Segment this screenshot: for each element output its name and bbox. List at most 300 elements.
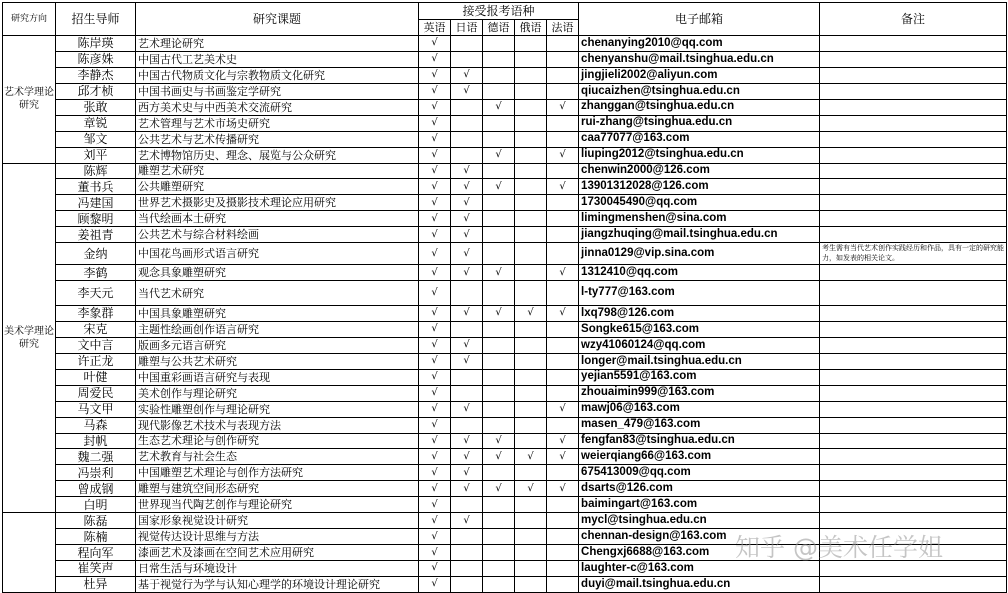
supervisor-name: 陈辉	[56, 163, 136, 179]
supervisor-name: 文中言	[56, 337, 136, 353]
table-row	[3, 353, 1007, 369]
language-check-cell	[451, 417, 483, 433]
email-cell: yejian5591@163.com	[579, 369, 820, 385]
language-check-cell	[547, 281, 579, 306]
language-check-cell	[483, 211, 515, 227]
language-check-cell: √	[451, 481, 483, 497]
language-check-cell: √	[419, 243, 451, 265]
language-check-cell	[515, 265, 547, 281]
language-check-cell	[547, 67, 579, 83]
supervisor-name: 杜异	[56, 576, 136, 592]
language-check-cell	[451, 147, 483, 163]
language-check-cell	[515, 36, 547, 52]
research-topic: 公共艺术与艺术传播研究	[136, 131, 419, 147]
language-check-cell	[547, 337, 579, 353]
language-check-cell: √	[419, 417, 451, 433]
language-check-cell	[483, 513, 515, 529]
email-cell: limingmenshen@sina.com	[579, 211, 820, 227]
language-check-cell	[451, 51, 483, 67]
note-cell	[820, 67, 1007, 83]
supervisor-name: 曾成钢	[56, 481, 136, 497]
language-check-cell: √	[451, 353, 483, 369]
watermark: 知乎 @美术任学姐	[735, 533, 943, 562]
email-cell: longer@mail.tsinghua.edu.cn	[579, 353, 820, 369]
supervisor-name: 封帆	[56, 433, 136, 449]
research-topic: 公共雕塑研究	[136, 179, 419, 195]
language-check-cell	[515, 465, 547, 481]
language-check-cell	[515, 67, 547, 83]
table-row	[3, 561, 1007, 577]
language-check-cell: √	[451, 465, 483, 481]
research-topic: 中国重彩画语言研究与表现	[136, 369, 419, 385]
note-cell	[820, 163, 1007, 179]
email-cell: chennan-design@163.com	[579, 529, 820, 545]
language-check-cell: √	[451, 265, 483, 281]
language-check-cell	[515, 433, 547, 449]
note-cell	[820, 131, 1007, 147]
email-cell: weierqiang66@163.com	[579, 449, 820, 465]
email-cell: chenyanshu@mail.tsinghua.edu.cn	[579, 51, 820, 67]
table-row	[3, 51, 1007, 67]
language-check-cell: √	[419, 211, 451, 227]
header-lang-german: 德语	[483, 20, 515, 36]
research-topic: 观念具象雕塑研究	[136, 265, 419, 281]
language-check-cell: √	[419, 353, 451, 369]
email-cell: fengfan83@tsinghua.edu.cn	[579, 433, 820, 449]
research-topic: 世界艺术摄影史及摄影技术理论应用研究	[136, 195, 419, 211]
supervisor-name: 金纳	[56, 243, 136, 265]
supervisor-name: 陈岸瑛	[56, 36, 136, 52]
supervisor-name: 邹文	[56, 131, 136, 147]
language-check-cell: √	[483, 179, 515, 195]
language-check-cell	[515, 576, 547, 592]
research-topic: 雕塑艺术研究	[136, 163, 419, 179]
language-check-cell: √	[547, 449, 579, 465]
table-row	[3, 321, 1007, 337]
email-cell: 13901312028@126.com	[579, 179, 820, 195]
note-cell	[820, 385, 1007, 401]
note-cell	[820, 337, 1007, 353]
language-check-cell: √	[483, 481, 515, 497]
table-row	[3, 243, 1007, 265]
language-check-cell: √	[419, 465, 451, 481]
email-cell: dsarts@126.com	[579, 481, 820, 497]
note-cell	[820, 115, 1007, 131]
note-cell	[820, 99, 1007, 115]
language-check-cell	[547, 195, 579, 211]
language-check-cell: √	[419, 99, 451, 115]
language-check-cell: √	[451, 179, 483, 195]
language-check-cell: √	[451, 401, 483, 417]
language-check-cell	[515, 337, 547, 353]
language-check-cell: √	[451, 67, 483, 83]
language-check-cell	[483, 163, 515, 179]
language-check-cell: √	[483, 147, 515, 163]
email-cell: jingjieli2002@aliyun.com	[579, 67, 820, 83]
research-topic: 主题性绘画创作语言研究	[136, 321, 419, 337]
language-check-cell: √	[419, 529, 451, 545]
note-cell	[820, 481, 1007, 497]
language-check-cell	[483, 497, 515, 513]
table-row	[3, 281, 1007, 306]
table-body	[3, 36, 1007, 593]
language-check-cell	[547, 529, 579, 545]
language-check-cell: √	[483, 306, 515, 322]
language-check-cell	[451, 99, 483, 115]
table-row	[3, 433, 1007, 449]
language-check-cell	[483, 369, 515, 385]
supervisor-name: 董书兵	[56, 179, 136, 195]
language-check-cell: √	[483, 433, 515, 449]
language-check-cell	[515, 529, 547, 545]
language-check-cell	[547, 131, 579, 147]
table-row	[3, 227, 1007, 243]
language-check-cell: √	[451, 306, 483, 322]
language-check-cell	[515, 147, 547, 163]
header-supervisor: 招生导师	[56, 3, 136, 36]
research-topic: 中国古代工艺美术史	[136, 51, 419, 67]
table-row	[3, 179, 1007, 195]
language-check-cell	[547, 497, 579, 513]
table-row	[3, 147, 1007, 163]
language-check-cell: √	[419, 131, 451, 147]
email-cell: zhanggan@tsinghua.edu.cn	[579, 99, 820, 115]
language-check-cell: √	[419, 513, 451, 529]
language-check-cell	[515, 131, 547, 147]
language-check-cell	[547, 576, 579, 592]
language-check-cell	[547, 115, 579, 131]
email-cell: rui-zhang@tsinghua.edu.cn	[579, 115, 820, 131]
header-languages-group: 接受报考语种	[419, 3, 579, 20]
note-cell	[820, 281, 1007, 306]
research-topic: 现代影像艺术技术与表现方法	[136, 417, 419, 433]
language-check-cell: √	[547, 401, 579, 417]
language-check-cell: √	[483, 449, 515, 465]
research-topic: 实验性雕塑创作与理论研究	[136, 401, 419, 417]
direction-cell: 美术学理论研究	[3, 163, 56, 513]
table-row	[3, 417, 1007, 433]
language-check-cell	[547, 51, 579, 67]
language-check-cell	[483, 51, 515, 67]
research-topic: 日常生活与环境设计	[136, 561, 419, 577]
note-cell	[820, 321, 1007, 337]
language-check-cell	[515, 401, 547, 417]
language-check-cell	[515, 99, 547, 115]
language-check-cell	[451, 561, 483, 577]
language-check-cell: √	[547, 306, 579, 322]
header-direction: 研究方向	[3, 3, 56, 36]
direction-cell	[3, 513, 56, 593]
language-check-cell: √	[451, 195, 483, 211]
language-check-cell	[515, 369, 547, 385]
language-check-cell	[515, 281, 547, 306]
research-topic: 当代绘画本土研究	[136, 211, 419, 227]
language-check-cell: √	[547, 481, 579, 497]
supervisor-name: 姜祖青	[56, 227, 136, 243]
language-check-cell: √	[451, 227, 483, 243]
email-cell: zhouaimin999@163.com	[579, 385, 820, 401]
supervisor-name: 李象群	[56, 306, 136, 322]
language-check-cell: √	[419, 449, 451, 465]
note-cell	[820, 417, 1007, 433]
note-cell	[820, 51, 1007, 67]
language-check-cell: √	[419, 147, 451, 163]
table-row	[3, 497, 1007, 513]
language-check-cell	[515, 321, 547, 337]
language-check-cell: √	[419, 306, 451, 322]
language-check-cell	[451, 497, 483, 513]
header-note: 备注	[820, 3, 1007, 36]
table-row	[3, 99, 1007, 115]
research-topic: 中国书画史与书画鉴定学研究	[136, 83, 419, 99]
language-check-cell	[515, 497, 547, 513]
note-cell	[820, 353, 1007, 369]
table-row	[3, 131, 1007, 147]
language-check-cell	[483, 281, 515, 306]
supervisor-name: 马文甲	[56, 401, 136, 417]
email-cell: chenanying2010@qq.com	[579, 36, 820, 52]
language-check-cell: √	[451, 449, 483, 465]
table-row	[3, 83, 1007, 99]
header-topic: 研究课题	[136, 3, 419, 36]
language-check-cell	[547, 227, 579, 243]
language-check-cell	[547, 243, 579, 265]
language-check-cell	[451, 36, 483, 52]
language-check-cell: √	[547, 265, 579, 281]
table-row	[3, 195, 1007, 211]
research-topic: 西方美术史与中西美术交流研究	[136, 99, 419, 115]
table-row	[3, 401, 1007, 417]
supervisor-name: 李静杰	[56, 67, 136, 83]
email-cell: duyi@mail.tsinghua.edu.cn	[579, 576, 820, 592]
language-check-cell: √	[419, 51, 451, 67]
language-check-cell	[483, 67, 515, 83]
language-check-cell	[515, 211, 547, 227]
research-topic: 雕塑与建筑空间形态研究	[136, 481, 419, 497]
language-check-cell	[483, 353, 515, 369]
email-cell: laughter-c@163.com	[579, 561, 820, 577]
research-topic: 国家形象视觉设计研究	[136, 513, 419, 529]
language-check-cell	[483, 195, 515, 211]
table-row	[3, 163, 1007, 179]
language-check-cell	[515, 51, 547, 67]
language-check-cell	[483, 337, 515, 353]
supervisor-name: 李天元	[56, 281, 136, 306]
language-check-cell	[515, 353, 547, 369]
note-cell	[820, 449, 1007, 465]
supervisor-name: 张敢	[56, 99, 136, 115]
language-check-cell	[547, 369, 579, 385]
language-check-cell: √	[419, 163, 451, 179]
email-cell: jinna0129@vip.sina.com	[579, 243, 820, 265]
note-cell	[820, 369, 1007, 385]
language-check-cell	[451, 529, 483, 545]
language-check-cell	[451, 369, 483, 385]
note-cell	[820, 561, 1007, 577]
language-check-cell: √	[419, 83, 451, 99]
supervisor-name: 章锐	[56, 115, 136, 131]
note-cell	[820, 83, 1007, 99]
language-check-cell	[483, 465, 515, 481]
research-topic: 中国雕塑艺术理论与创作方法研究	[136, 465, 419, 481]
email-cell: caa77077@163.com	[579, 131, 820, 147]
note-cell	[820, 306, 1007, 322]
email-cell: chenwin2000@126.com	[579, 163, 820, 179]
language-check-cell	[547, 353, 579, 369]
language-check-cell	[483, 385, 515, 401]
language-check-cell	[483, 321, 515, 337]
language-check-cell	[483, 83, 515, 99]
language-check-cell	[483, 131, 515, 147]
supervisor-name: 陈磊	[56, 513, 136, 529]
email-cell: jiangzhuqing@mail.tsinghua.edu.cn	[579, 227, 820, 243]
research-topic: 中国古代物质文化与宗教物质文化研究	[136, 67, 419, 83]
language-check-cell: √	[419, 561, 451, 577]
language-check-cell	[515, 513, 547, 529]
email-cell: mycl@tsinghua.edu.cn	[579, 513, 820, 529]
email-cell: lxq798@126.com	[579, 306, 820, 322]
table-row	[3, 115, 1007, 131]
language-check-cell: √	[419, 497, 451, 513]
research-topic: 世界现当代陶艺创作与理论研究	[136, 497, 419, 513]
table-row	[3, 465, 1007, 481]
research-topic: 艺术博物馆历史、理念、展览与公众研究	[136, 147, 419, 163]
language-check-cell: √	[419, 401, 451, 417]
research-topic: 生态艺术理论与创作研究	[136, 433, 419, 449]
language-check-cell	[547, 211, 579, 227]
language-check-cell	[515, 385, 547, 401]
supervisor-table	[2, 2, 1007, 593]
note-cell	[820, 513, 1007, 529]
note-cell	[820, 401, 1007, 417]
language-check-cell	[515, 227, 547, 243]
email-cell: baimingart@163.com	[579, 497, 820, 513]
language-check-cell	[515, 243, 547, 265]
language-check-cell: √	[419, 67, 451, 83]
research-topic: 中国具象雕塑研究	[136, 306, 419, 322]
language-check-cell	[547, 417, 579, 433]
supervisor-name: 李鹤	[56, 265, 136, 281]
language-check-cell: √	[419, 385, 451, 401]
note-cell	[820, 211, 1007, 227]
language-check-cell	[515, 83, 547, 99]
supervisor-name: 马森	[56, 417, 136, 433]
note-cell	[820, 147, 1007, 163]
research-topic: 当代艺术研究	[136, 281, 419, 306]
language-check-cell	[547, 513, 579, 529]
supervisor-name: 陈彦姝	[56, 51, 136, 67]
table-row	[3, 369, 1007, 385]
table-row	[3, 265, 1007, 281]
language-check-cell	[515, 163, 547, 179]
language-check-cell	[483, 576, 515, 592]
note-cell	[820, 576, 1007, 592]
supervisor-name: 顾黎明	[56, 211, 136, 227]
note-cell	[820, 465, 1007, 481]
language-check-cell: √	[451, 433, 483, 449]
table-row	[3, 337, 1007, 353]
language-check-cell: √	[419, 481, 451, 497]
note-cell	[820, 195, 1007, 211]
language-check-cell	[547, 83, 579, 99]
language-check-cell	[451, 321, 483, 337]
supervisor-name: 崔笑声	[56, 561, 136, 577]
language-check-cell	[451, 115, 483, 131]
language-check-cell: √	[419, 179, 451, 195]
table-row	[3, 67, 1007, 83]
language-check-cell: √	[419, 337, 451, 353]
supervisor-name: 冯崇利	[56, 465, 136, 481]
table-row	[3, 211, 1007, 227]
supervisor-name: 白明	[56, 497, 136, 513]
language-check-cell: √	[419, 321, 451, 337]
research-topic: 艺术理论研究	[136, 36, 419, 52]
header-lang-japanese: 日语	[451, 20, 483, 36]
language-check-cell: √	[547, 433, 579, 449]
supervisor-name: 程向军	[56, 545, 136, 561]
language-check-cell: √	[451, 513, 483, 529]
language-check-cell: √	[419, 545, 451, 561]
table-row	[3, 306, 1007, 322]
language-check-cell: √	[515, 481, 547, 497]
language-check-cell: √	[451, 211, 483, 227]
language-check-cell	[483, 529, 515, 545]
email-cell: masen_479@163.com	[579, 417, 820, 433]
table-row	[3, 385, 1007, 401]
note-cell	[820, 529, 1007, 545]
email-cell: mawj06@163.com	[579, 401, 820, 417]
research-topic: 艺术管理与艺术市场史研究	[136, 115, 419, 131]
note-cell	[820, 497, 1007, 513]
language-check-cell	[451, 281, 483, 306]
research-topic: 版画多元语言研究	[136, 337, 419, 353]
note-cell	[820, 545, 1007, 561]
language-check-cell: √	[419, 265, 451, 281]
research-topic: 雕塑与公共艺术研究	[136, 353, 419, 369]
language-check-cell	[515, 417, 547, 433]
table-row	[3, 545, 1007, 561]
language-check-cell	[547, 561, 579, 577]
research-topic: 漆画艺术及漆画在空间艺术应用研究	[136, 545, 419, 561]
language-check-cell	[515, 179, 547, 195]
language-check-cell: √	[419, 281, 451, 306]
language-check-cell	[515, 561, 547, 577]
research-topic: 公共艺术与综合材料绘画	[136, 227, 419, 243]
note-cell	[820, 433, 1007, 449]
header-lang-russian: 俄语	[515, 20, 547, 36]
language-check-cell: √	[419, 195, 451, 211]
language-check-cell: √	[547, 99, 579, 115]
language-check-cell	[483, 243, 515, 265]
language-check-cell	[483, 401, 515, 417]
research-topic: 视觉传达设计思维与方法	[136, 529, 419, 545]
supervisor-name: 魏二强	[56, 449, 136, 465]
table-row	[3, 36, 1007, 52]
email-cell: Songke615@163.com	[579, 321, 820, 337]
header-lang-english: 英语	[419, 20, 451, 36]
email-cell: Chengxj6688@163.com	[579, 545, 820, 561]
language-check-cell	[451, 131, 483, 147]
language-check-cell: √	[451, 83, 483, 99]
language-check-cell: √	[483, 99, 515, 115]
language-check-cell	[483, 545, 515, 561]
note-cell	[820, 36, 1007, 52]
email-cell: l-ty777@163.com	[579, 281, 820, 306]
note-cell	[820, 227, 1007, 243]
table-row	[3, 449, 1007, 465]
email-cell: qiucaizhen@tsinghua.edu.cn	[579, 83, 820, 99]
language-check-cell	[547, 545, 579, 561]
